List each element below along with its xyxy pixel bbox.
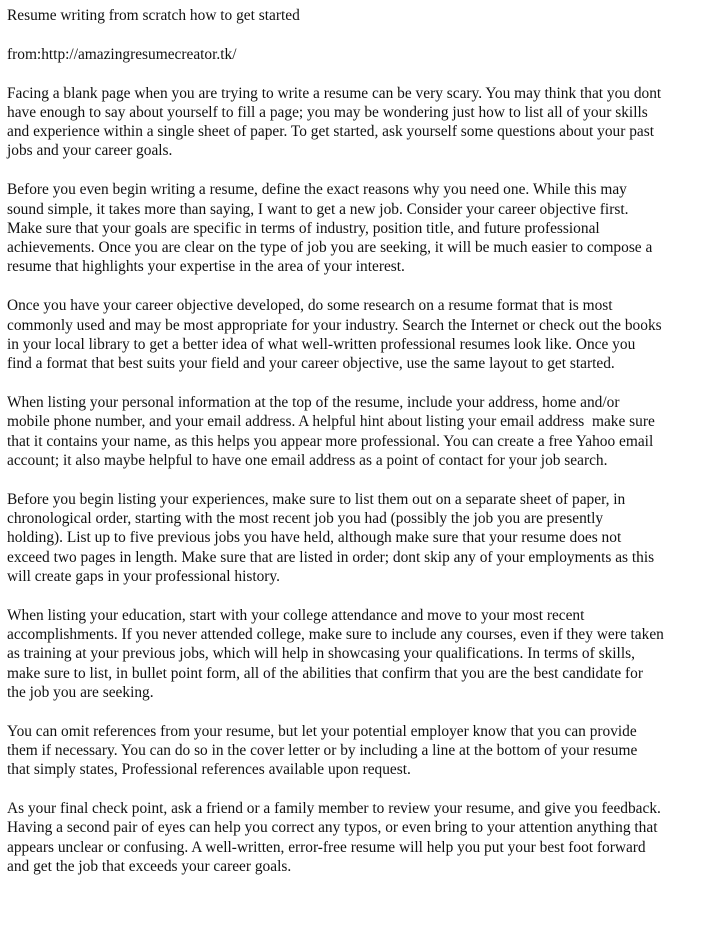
paragraph-define-reasons: Before you even begin writing a resume, define the exact reasons why you need one. While this may sound simple, it takes more than saying, I want to get a new job. Consider your career objective first. Make sure that your goals are specific in terms of industry, position title, and future professional achievements. Once you are clear on the type of job you are seeking, it will be much easier to compose a resume that highlights your expertise in the area of your interest. xyxy=(7,181,653,276)
paragraph-experiences: Before you begin listing your experiences, make sure to list them out on a separate sheet of paper, in chronological order, starting with the most recent job you had (possibly the job you are presently holding). List up to five previous jobs you have held, although make sure that your resume does not exceed two pages in length. Make sure that are listed in order; dont skip any of your employments as this will create gaps in your professional history. xyxy=(7,490,655,585)
paragraph-final-check: As your final check point, ask a friend or a family member to review your resume, and give you feedback. Having a second pair of eyes can help you correct any typos, or even bring to your attention anything that appears unclear or confusing. A well-written, error-free resume will help you put your best foot forward and get the job that exceeds your career goals. xyxy=(7,800,661,875)
paragraph-resume-format: Once you have your career objective developed, do some research on a resume format that is most commonly used and may be most appropriate for your industry. Search the Internet or check out the books in your local library to get a better idea of what well-written professional resumes look like. Once you find a format that best suits your field and your career objective, use the same layout to get started. xyxy=(7,297,662,373)
paragraph-personal-info: When listing your personal information at the top of the resume, include your address, home and/or mobile phone number, and your email address. A helpful hint about listing your email address make sure that it contains your name, as this helps you appear more professional. You can create a free Yahoo email account; it also maybe helpful to have one email address as a point of contact for your job search. xyxy=(7,393,655,469)
paragraph-education: When listing your education, start with your college attendance and move to your most recent accomplishments. If you never attended college, make sure to include any courses, even if they were taken as training at your previous jobs, which will help in showcasing your qualifications. In terms of skills, make sure to list, in bullet point form, all of the abilities that confirm that you are the best candidate for the job you are seeking. xyxy=(7,606,664,701)
paragraph-blank-page: Facing a blank page when you are trying to write a resume can be very scary. You may think that you dont have enough to say about yourself to fill a page; you may be wondering just how to list all of your skills and experience within a single sheet of paper. To get started, ask yourself some questions about your past jobs and your career goals. xyxy=(7,84,662,160)
document-page xyxy=(7,6,721,896)
document-source: from:http://amazingresumecreator.tk/ xyxy=(7,45,237,63)
paragraph-references: You can omit references from your resume, but let your potential employer know that you can provide them if necessary. You can do so in the cover letter or by including a line at the bottom of your resume that simply states, Professional references available upon request. xyxy=(7,722,638,779)
document-title: Resume writing from scratch how to get started xyxy=(7,7,300,24)
